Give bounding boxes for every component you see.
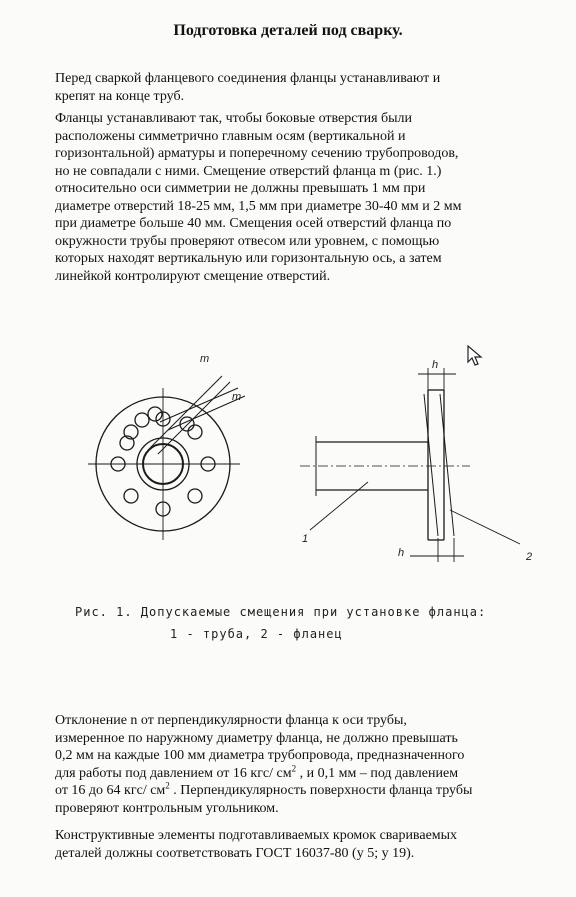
text-line: при диаметре больше 40 мм. Смещения осей отверстий фланца по: [55, 216, 452, 231]
text-line: проверяют контрольным угольником.: [55, 800, 279, 816]
figure-flange-offsets: [0, 330, 576, 580]
figure-caption: Рис. 1. Допускаемые смещения при установке фланца:: [75, 605, 487, 619]
gost-paragraph: [55, 827, 555, 862]
text-line: Фланцы устанавливают так, чтобы боковые отверстия были: [55, 111, 413, 126]
text-line: диаметре отверстий 18-25 мм, 1,5 мм при диаметре 30-40 мм и 2 мм: [55, 198, 462, 214]
text-line: относительно оси симметрии не должны превышать 1 мм при: [55, 181, 426, 196]
figure-caption-legend: 1 - труба, 2 - фланец: [170, 627, 343, 641]
text-line: Отклонение n от перпендикулярности фланца к оси трубы,: [55, 713, 407, 728]
text-line: деталей должны соответствовать ГОСТ 16037-80 (у 5; у 19).: [55, 845, 415, 861]
perpendicularity-paragraph: [55, 712, 555, 817]
intro-paragraph: [55, 70, 555, 105]
mouse-pointer-icon: [466, 345, 484, 367]
label-m-right: m: [232, 391, 242, 403]
flange-installation-paragraph: [55, 110, 555, 285]
text-line: [55, 782, 555, 800]
label-h-bottom: h: [398, 547, 405, 559]
text-line: крепят на конце труб.: [55, 88, 185, 104]
text-fragment: от 16 до 64 кгс/ см: [55, 783, 166, 798]
text-line: измеренное по наружному диаметру фланца, не должно превышать: [55, 730, 458, 746]
label-pipe-number: 1: [302, 533, 309, 545]
text-line: Конструктивные элементы подготавливаемых кромок свариваемых: [55, 828, 458, 843]
text-line: линейкой контролируют смещение отверстий.: [55, 268, 331, 284]
text-fragment: для работы под давлением от 16 кгс/ см: [55, 765, 292, 781]
text-line: окружности трубы проверяют отвесом или уровнем, с помощью: [55, 233, 440, 249]
text-line: [55, 762, 555, 783]
text-line: но не совпадали с ними. Смещение отверстий фланца m (рис. 1.): [55, 163, 442, 179]
page-title: Подготовка деталей под сварку.: [173, 22, 403, 39]
flange-front-view: [88, 376, 245, 540]
superscript: 2: [165, 780, 170, 791]
label-m-top: m: [200, 353, 210, 365]
text-line: 0,2 мм на каждые 100 мм диаметра трубопровода, предназначенного: [55, 748, 465, 763]
text-line: горизонтальной) арматуры и поперечному сечению трубопроводов,: [55, 146, 459, 161]
text-line: которых находят вертикальную или горизонтальную ось, а затем: [55, 251, 442, 266]
label-flange-number: 2: [526, 551, 533, 563]
text-line: расположены симметрично главным осям (вертикальной и: [55, 128, 406, 144]
text-fragment: . Перпендикулярность поверхности фланца трубы: [169, 783, 473, 798]
text-fragment: , и 0,1 мм – под давлением: [296, 765, 459, 781]
label-h-top: h: [432, 359, 439, 371]
superscript: 2: [291, 762, 297, 773]
text-line: Перед сваркой фланцевого соединения фланцы устанавливают и: [55, 71, 441, 86]
flange-side-view: [300, 368, 520, 562]
